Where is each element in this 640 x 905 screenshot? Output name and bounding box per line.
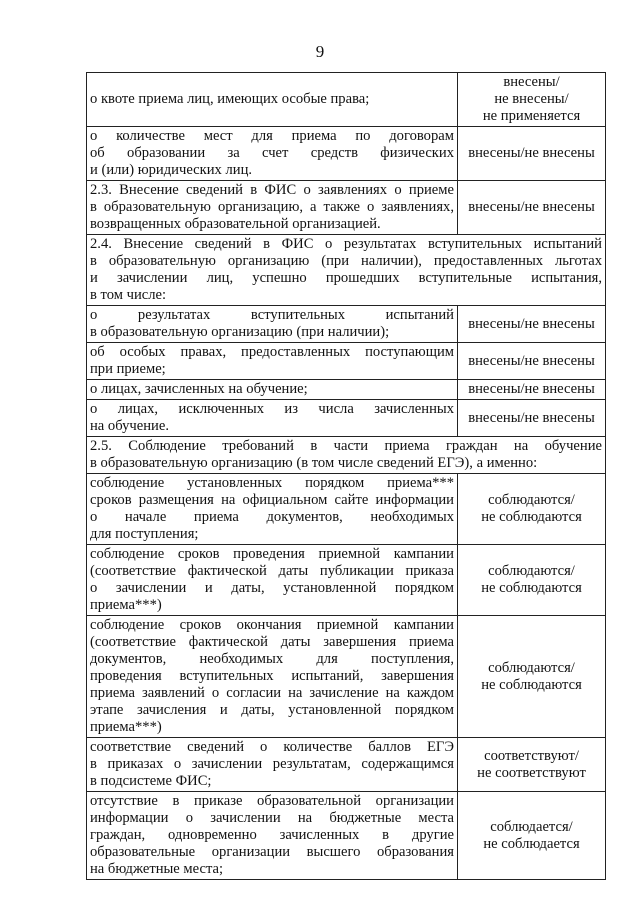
description-cell bbox=[87, 474, 458, 545]
text-line: документов, необходимых для поступления, bbox=[90, 651, 454, 667]
status-cell bbox=[458, 73, 606, 127]
text-line: в подсистеме ФИС; bbox=[90, 773, 212, 789]
text-line: соблюдение сроков окончания приемной кампании bbox=[90, 617, 454, 633]
description-cell bbox=[87, 738, 458, 792]
status-cell bbox=[458, 127, 606, 181]
status-cell bbox=[458, 545, 606, 616]
text-line: образовательные организации высшего образования bbox=[90, 844, 454, 860]
table-row bbox=[87, 181, 606, 235]
description-cell bbox=[87, 792, 458, 880]
status-cell bbox=[458, 616, 606, 738]
status-text: внесены/ bbox=[503, 74, 560, 90]
status-text: внесены/не внесены bbox=[468, 145, 595, 161]
table-row bbox=[87, 545, 606, 616]
status-text: внесены/не внесены bbox=[468, 381, 595, 397]
text-line: о лицах, исключенных из числа зачисленных bbox=[90, 401, 454, 417]
table-row bbox=[87, 343, 606, 380]
table-row bbox=[87, 400, 606, 437]
description-cell bbox=[87, 306, 458, 343]
status-cell bbox=[458, 380, 606, 400]
text-line: в образовательную организацию (при наличии), предоставленных льготах bbox=[90, 253, 602, 269]
text-line: о лицах, зачисленных на обучение; bbox=[90, 381, 308, 397]
status-cell bbox=[458, 181, 606, 235]
text-line: приема***) bbox=[90, 597, 162, 613]
table-row bbox=[87, 738, 606, 792]
table-row bbox=[87, 616, 606, 738]
requirements-table bbox=[86, 72, 606, 880]
text-line: этапе зачисления и даты, установленной порядком bbox=[90, 702, 454, 718]
text-line: о количестве мест для приема по договорам bbox=[90, 128, 454, 144]
text-line: о квоте приема лиц, имеющих особые права; bbox=[90, 91, 370, 107]
status-text: соответствуют/ bbox=[484, 747, 579, 764]
status-text: внесены/не внесены bbox=[468, 315, 595, 332]
status-text: внесены/не внесены bbox=[468, 352, 595, 369]
text-line: на обучение. bbox=[90, 418, 169, 434]
description-cell bbox=[87, 181, 458, 235]
text-line: граждан, одновременно зачисленных в другие bbox=[90, 827, 454, 843]
page-number: 9 bbox=[315, 42, 325, 61]
status-text: внесены/не внесены bbox=[468, 199, 595, 215]
status-text: соблюдаются/ bbox=[488, 659, 575, 676]
table-row bbox=[87, 235, 606, 306]
text-line: возвращенных образовательной организацией. bbox=[90, 216, 381, 232]
status-cell bbox=[458, 343, 606, 380]
text-line: на бюджетные места; bbox=[90, 861, 224, 877]
text-line: и (или) юридических лиц. bbox=[90, 162, 253, 178]
table-row bbox=[87, 474, 606, 545]
status-cell bbox=[458, 792, 606, 880]
status-cell bbox=[458, 474, 606, 545]
text-line: 2.3. Внесение сведений в ФИС о заявлениях о приеме bbox=[90, 182, 454, 198]
status-text: не соответствуют bbox=[477, 764, 586, 781]
text-line: приема***) bbox=[90, 719, 162, 735]
status-text: соблюдаются/ bbox=[488, 563, 575, 579]
status-cell bbox=[458, 738, 606, 792]
text-line: сроков размещения на официальном сайте информации bbox=[90, 492, 454, 508]
text-line: соответствие сведений о количестве баллов ЕГЭ bbox=[90, 739, 454, 755]
text-line: в образовательную организацию (в том числе сведений ЕГЭ), а именно: bbox=[90, 455, 538, 471]
text-line: в образовательную организацию, а также о заявлениях, bbox=[90, 199, 454, 215]
description-cell bbox=[87, 616, 458, 738]
text-line: в приказах о зачислении результатам, содержащимся bbox=[90, 756, 454, 772]
description-cell bbox=[87, 545, 458, 616]
text-line: об образовании за счет средств физических bbox=[90, 145, 454, 161]
text-line: отсутствие в приказе образовательной организации bbox=[90, 793, 454, 809]
table-row bbox=[87, 127, 606, 181]
description-cell bbox=[87, 343, 458, 380]
text-line: для поступления; bbox=[90, 526, 199, 542]
status-text: не соблюдаются bbox=[481, 509, 582, 525]
section-heading-cell bbox=[87, 437, 606, 474]
section-heading-cell bbox=[87, 235, 606, 306]
status-text: внесены/не внесены bbox=[468, 409, 595, 426]
status-text: не соблюдаются bbox=[481, 676, 582, 693]
text-line: 2.5. Соблюдение требований в части приема граждан на обучение bbox=[90, 438, 602, 454]
status-cell bbox=[458, 306, 606, 343]
text-line: о начале приема документов, необходимых bbox=[90, 509, 454, 525]
status-text: не применяется bbox=[482, 108, 581, 124]
status-text: соблюдается/ bbox=[490, 818, 573, 835]
text-line: соблюдение сроков проведения приемной кампании bbox=[90, 546, 454, 562]
text-line: в образовательную организацию (при наличии); bbox=[90, 324, 390, 340]
status-cell bbox=[458, 400, 606, 437]
text-line: (соответствие фактической даты публикации приказа bbox=[90, 563, 454, 579]
text-line: (соответствие фактической даты завершения приема bbox=[90, 634, 454, 650]
description-cell bbox=[87, 380, 458, 400]
status-text: не внесены/ bbox=[494, 91, 569, 107]
text-line: проведения вступительных испытаний, завершения bbox=[90, 668, 454, 684]
description-cell bbox=[87, 73, 458, 127]
description-cell bbox=[87, 400, 458, 437]
status-text: не соблюдается bbox=[483, 835, 580, 852]
text-line: в том числе: bbox=[90, 287, 167, 303]
text-line: и зачислении лиц, успешно прошедших вступительные испытания, bbox=[90, 270, 602, 286]
status-text: соблюдаются/ bbox=[488, 492, 575, 508]
description-cell bbox=[87, 127, 458, 181]
text-line: о результатах вступительных испытаний bbox=[90, 307, 454, 323]
text-line: об особых правах, предоставленных поступающим bbox=[90, 344, 454, 360]
text-line: при приеме; bbox=[90, 361, 166, 377]
table-row bbox=[87, 306, 606, 343]
table-row bbox=[87, 792, 606, 880]
text-line: информации о зачислении на бюджетные места bbox=[90, 810, 454, 826]
text-line: о зачислении и даты, установленной порядком bbox=[90, 580, 454, 596]
table-row bbox=[87, 437, 606, 474]
text-line: приема заявлений о согласии на зачисление на каждом bbox=[90, 685, 454, 701]
text-line: соблюдение установленных порядком приема*** bbox=[90, 475, 454, 491]
table-row bbox=[87, 73, 606, 127]
text-line: 2.4. Внесение сведений в ФИС о результатах вступительных испытаний bbox=[90, 236, 602, 252]
table-row bbox=[87, 380, 606, 400]
status-text: не соблюдаются bbox=[481, 580, 582, 596]
